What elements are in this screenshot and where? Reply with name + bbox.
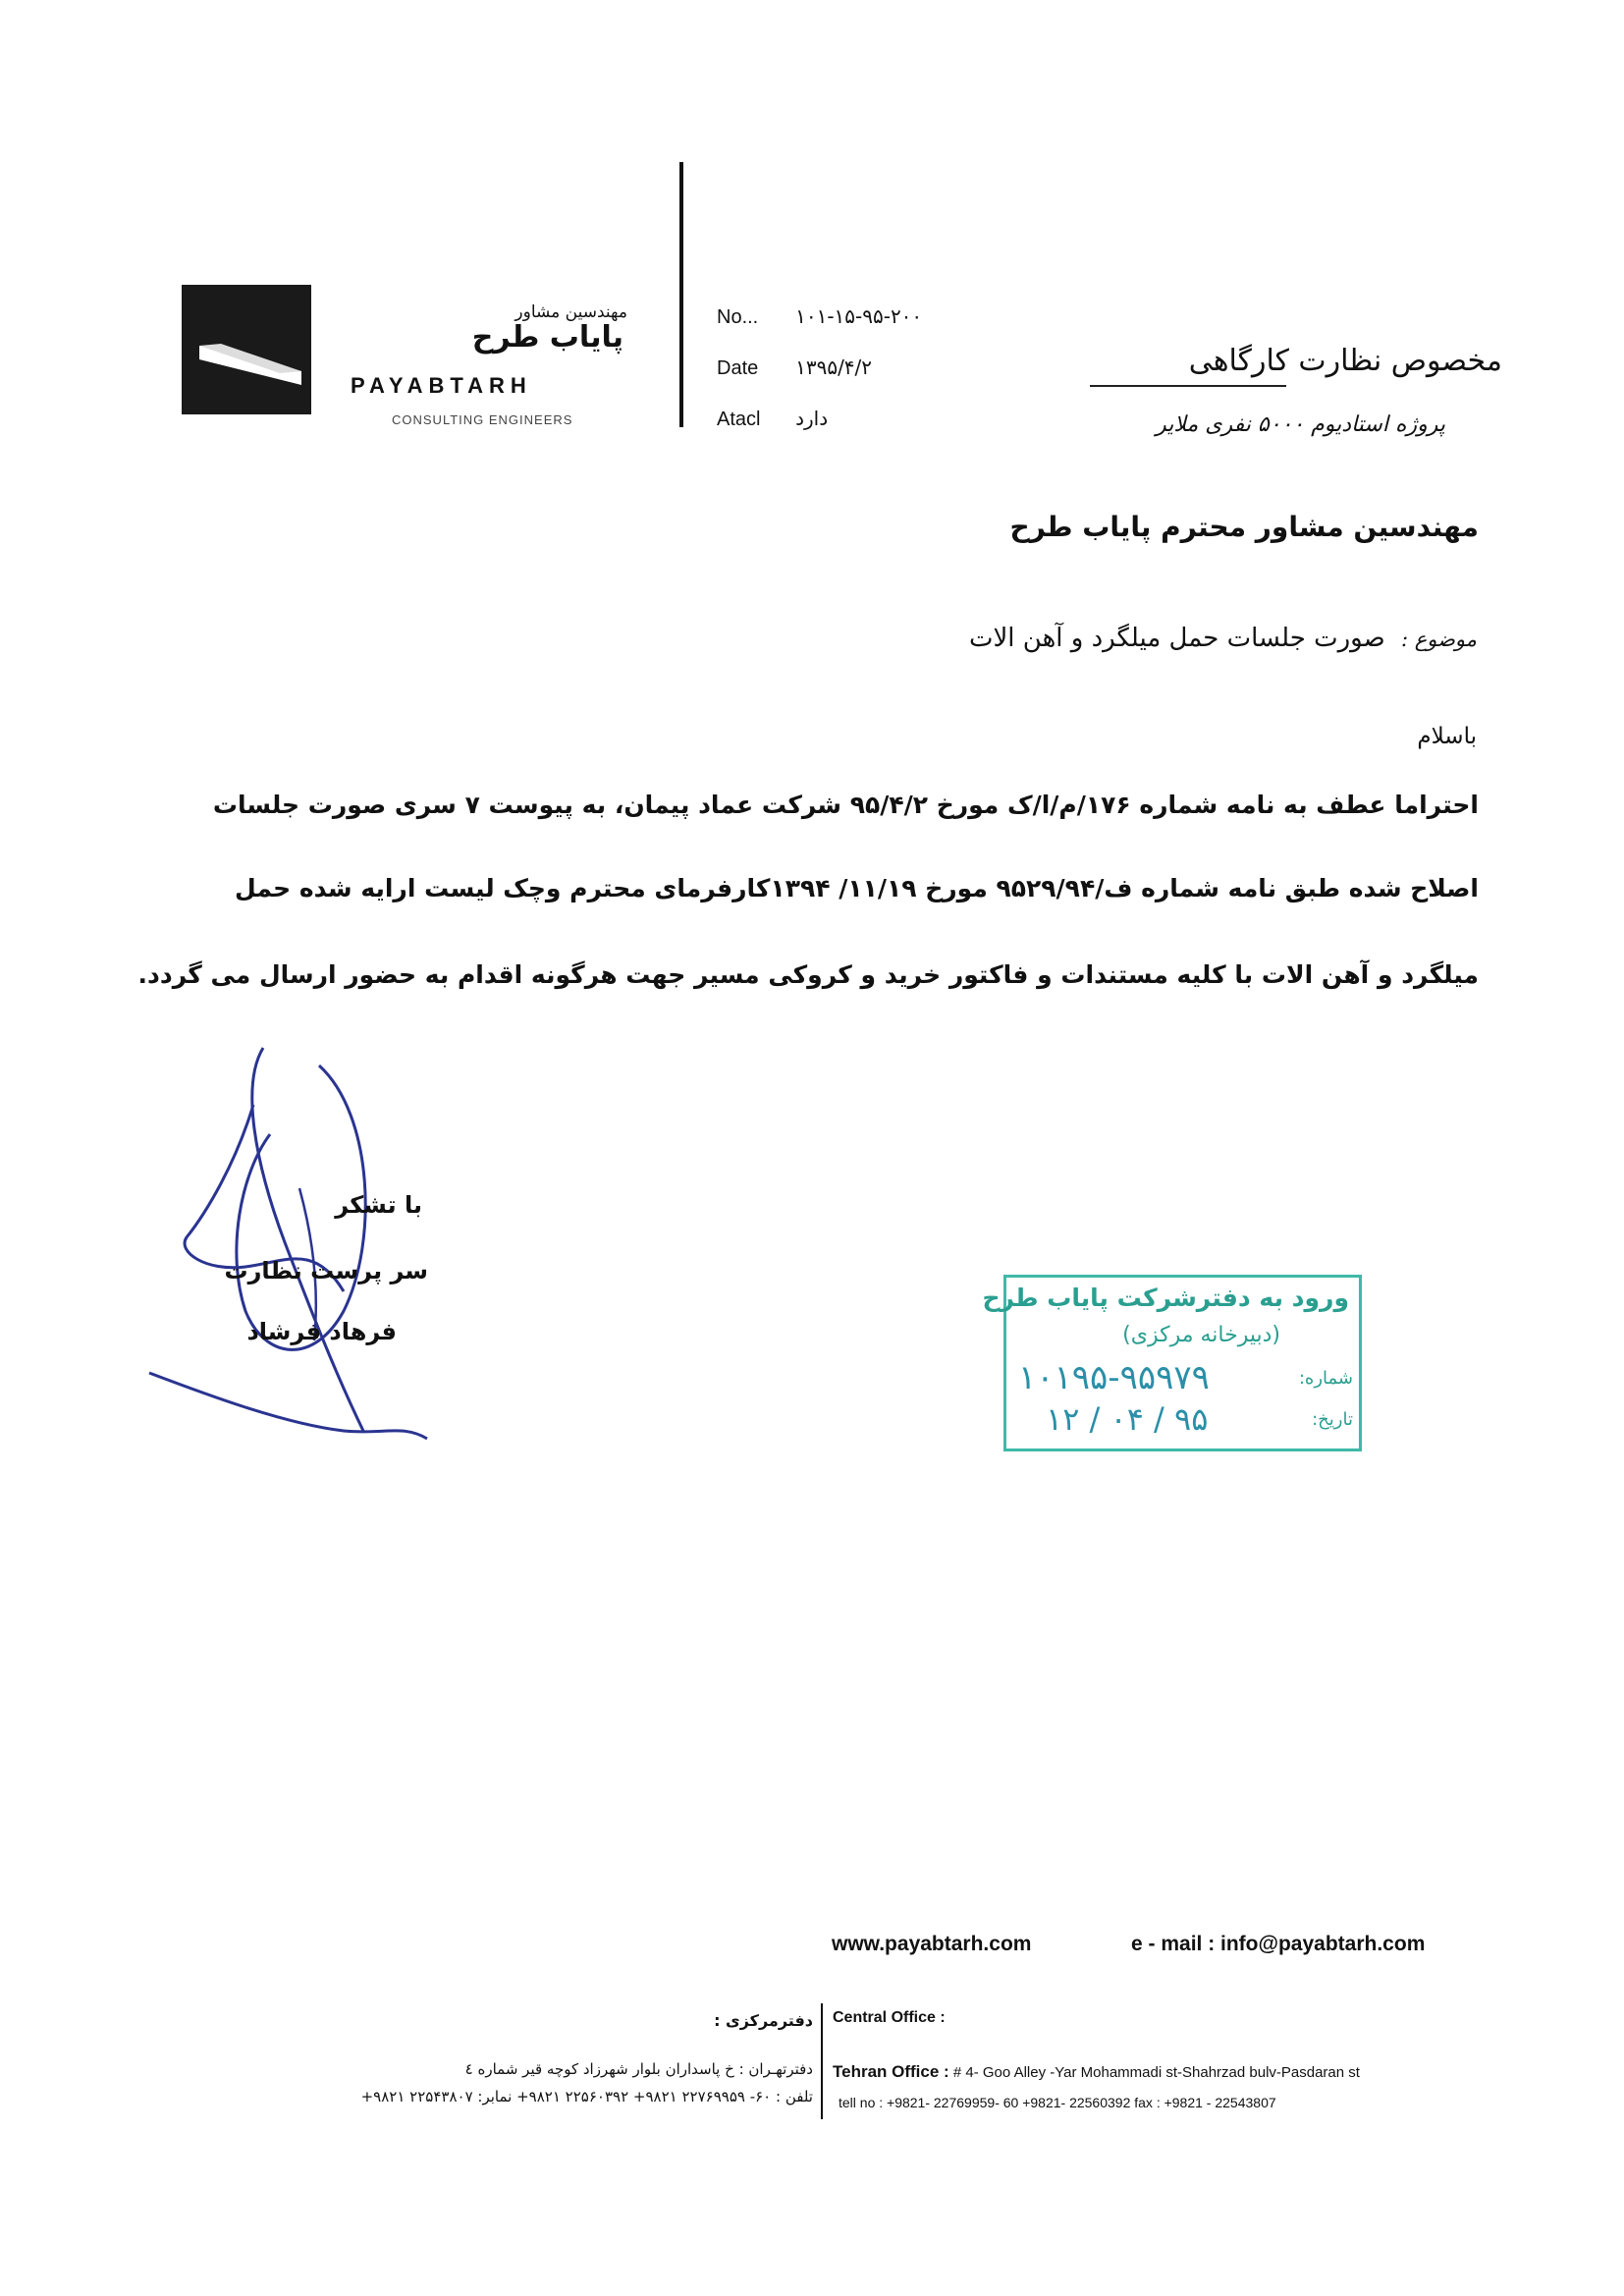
supervision-title: مخصوص نظارت کارگاهی: [1188, 344, 1502, 378]
subject-line: [969, 624, 1477, 653]
signature-closing: با تشکر: [335, 1191, 422, 1219]
reference-date-label: Date: [717, 357, 759, 379]
footer-persian-phones: تلفن : ۶۰- ۲۲۷۶۹۹۵۹ ۹۸۲۱+ ۲۲۵۶۰۳۹۲ ۹۸۲۱+ نمابر: ۲۲۵۴۳۸۰۷ ۹۸۲۱+: [360, 2088, 813, 2105]
stamp-subheading: (دبیرخانه مرکزی): [1122, 1323, 1280, 1347]
reference-attachment-value: دارد: [795, 407, 829, 430]
stamp-number-value: ۱۰۱۹۵-۹۵۹۷۹: [1018, 1358, 1210, 1397]
body-paragraph-line: اصلاح شده طبق نامه شماره ف/۹۵۲۹/۹۴ مورخ ۱۱/۱۹/ ۱۳۹۴کارفرمای محترم وچک لیست ارایه شده حمل: [235, 874, 1479, 902]
received-stamp: [982, 1275, 1362, 1451]
logo-english-name: PAYABTARH: [351, 373, 532, 398]
logo-persian-name: پایاب طرح: [471, 320, 623, 355]
logo-persian-subtitle: مهندسین مشاور: [514, 302, 627, 322]
stamp-date-value: ۹۵ / ۰۴ / ۱۲: [1046, 1400, 1209, 1438]
footer-english-address-label: Tehran Office :: [833, 2062, 949, 2081]
recipient: مهندسین مشاور محترم پایاب طرح: [1009, 511, 1479, 543]
header-divider: [679, 162, 683, 427]
reference-number-value: ۱۰۱-۱۵-۹۵-۲۰۰: [795, 304, 923, 328]
stamp-number-label: شماره:: [1298, 1368, 1353, 1389]
subject-label: موضوع :: [1400, 628, 1477, 651]
body-paragraph-line: احتراما عطف به نامه شماره ۱۷۶/م/ا/ک مورخ ۹۵/۴/۲ شرکت عماد پیمان، به پیوست ۷ سری صورت جلسات: [212, 791, 1479, 819]
handwritten-signature: [147, 1046, 481, 1527]
logo-english-subtitle: CONSULTING ENGINEERS: [392, 412, 573, 427]
reference-date-value: ۱۳۹۵/۴/۲: [795, 355, 873, 379]
footer-email[interactable]: e - mail : info@payabtarh.com: [1131, 1933, 1426, 1955]
reference-attachment-row: [717, 407, 828, 431]
signature-name: فرهاد فرشاد: [246, 1318, 397, 1345]
subject-text: صورت جلسات حمل میلگرد و آهن الات: [969, 624, 1385, 653]
footer-persian-address: دفترتهـران : خ پاسداران بلوار شهرزاد کوچه قیر شماره ٤: [464, 2060, 813, 2078]
footer-website[interactable]: www.payabtarh.com: [832, 1933, 1032, 1955]
footer-english-address-text: # 4- Goo Alley -Yar Mohammadi st-Shahrzad bulv-Pasdaran st: [952, 2064, 1360, 2081]
reference-date-row: [717, 355, 872, 380]
greeting: باسلام: [1417, 724, 1477, 749]
stamp-heading: ورود به دفترشرکت پایاب طرح: [982, 1284, 1349, 1312]
footer-persian-heading: دفترمرکزی :: [714, 2011, 813, 2030]
logo-mark: [182, 285, 311, 414]
project-name: پروژه استادیوم ۵۰۰۰ نفری ملایر: [1156, 412, 1445, 437]
reference-attachment-label: Atacl: [717, 409, 761, 430]
footer-divider: [821, 2003, 823, 2119]
signature-title: سر پرست نظارت: [224, 1257, 428, 1285]
body-paragraph-line: میلگرد و آهن الات با کلیه مستندات و فاکتور خرید و کروکی مسیر جهت هرگونه اقدام به حضور ارسال می گردد.: [137, 960, 1479, 989]
footer-english-phones: tell no : +9821- 22769959- 60 +9821- 22560392 fax : +9821 - 22543807: [839, 2095, 1276, 2110]
stamp-date-label: تاریخ:: [1312, 1409, 1353, 1430]
footer-english-heading: Central Office :: [833, 2009, 946, 2026]
reference-number-row: [717, 304, 922, 329]
company-logo: [182, 285, 643, 432]
footer-english-address: [833, 2062, 1360, 2082]
reference-number-label: No...: [717, 306, 759, 328]
supervision-underline: [1090, 385, 1286, 387]
